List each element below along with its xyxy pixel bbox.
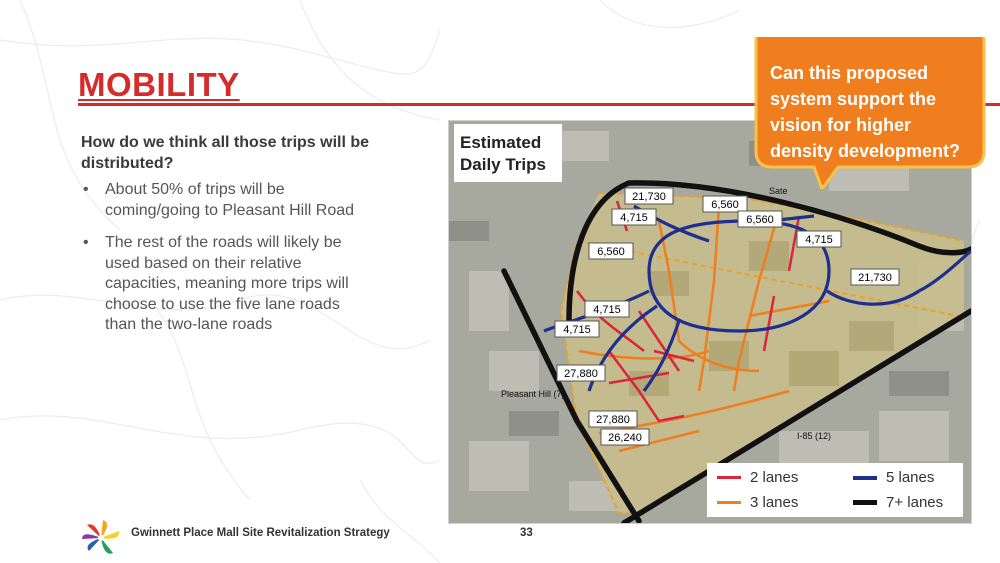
svg-text:27,880: 27,880 (596, 414, 630, 426)
trip-count-label (601, 429, 649, 445)
svg-text:21,730: 21,730 (858, 272, 892, 284)
trip-count-label (557, 365, 605, 381)
trip-count-label (585, 301, 629, 317)
legend-swatch (717, 476, 741, 479)
flower-logo-icon (79, 519, 123, 557)
legend-swatch (853, 476, 877, 480)
trip-count-label (851, 269, 899, 285)
svg-text:4,715: 4,715 (805, 234, 833, 246)
bullet-dot-icon: • (83, 234, 89, 251)
callout-text: Can this proposed system support the vision for higher density development? (770, 63, 961, 161)
map-legend (707, 463, 963, 517)
page-number: 33 (520, 527, 533, 539)
slide-title: MOBILITY (78, 66, 240, 103)
road-label-satellite: Sate (769, 186, 788, 196)
legend-item (853, 494, 943, 511)
bullet-item (81, 180, 361, 221)
svg-text:26,240: 26,240 (608, 432, 642, 444)
bullet-text: About 50% of trips will be coming/going to Pleasant Hill Road (105, 181, 355, 219)
svg-text:4,715: 4,715 (563, 324, 591, 336)
road-label-i85: I-85 (12) (797, 431, 832, 441)
bullet-item (81, 233, 361, 336)
svg-text:4,715: 4,715 (593, 304, 621, 316)
svg-text:27,880: 27,880 (564, 368, 598, 380)
question-heading: How do we think all those trips will be distributed? (81, 134, 370, 172)
trip-count-label (589, 243, 633, 259)
bullet-dot-icon: • (83, 181, 89, 198)
bullet-list (81, 180, 361, 348)
trip-count-label (555, 321, 599, 337)
legend-label: 3 lanes (750, 494, 799, 511)
road-label-pleasant-hill: Pleasant Hill (7) (501, 389, 565, 399)
svg-text:6,560: 6,560 (746, 214, 774, 226)
legend-label: 5 lanes (886, 469, 935, 486)
legend-swatch (717, 501, 741, 504)
legend-swatch (853, 500, 877, 505)
legend-label: 2 lanes (750, 469, 799, 486)
trip-count-label (738, 211, 782, 227)
trip-count-label (589, 411, 637, 427)
trip-count-label (612, 209, 656, 225)
trip-count-label (703, 196, 747, 212)
svg-text:6,560: 6,560 (597, 246, 625, 258)
bullet-text: The rest of the roads will likely be used based on their relative capacities, meaning more trips will choose to use the five lane roads than the two-lane roads (105, 234, 349, 333)
legend-label: 7+ lanes (886, 494, 944, 511)
legend-item (853, 469, 934, 486)
svg-text:6,560: 6,560 (711, 199, 739, 211)
map-title: Estimated Daily Trips (454, 124, 562, 182)
trip-count-label (625, 188, 673, 204)
svg-text:21,730: 21,730 (632, 191, 666, 203)
legend-item (717, 469, 798, 486)
trip-count-label (797, 231, 841, 247)
svg-text:4,715: 4,715 (620, 212, 648, 224)
footer-project-name: Gwinnett Place Mall Site Revitalization Strategy (131, 527, 390, 539)
legend-item (717, 494, 798, 511)
